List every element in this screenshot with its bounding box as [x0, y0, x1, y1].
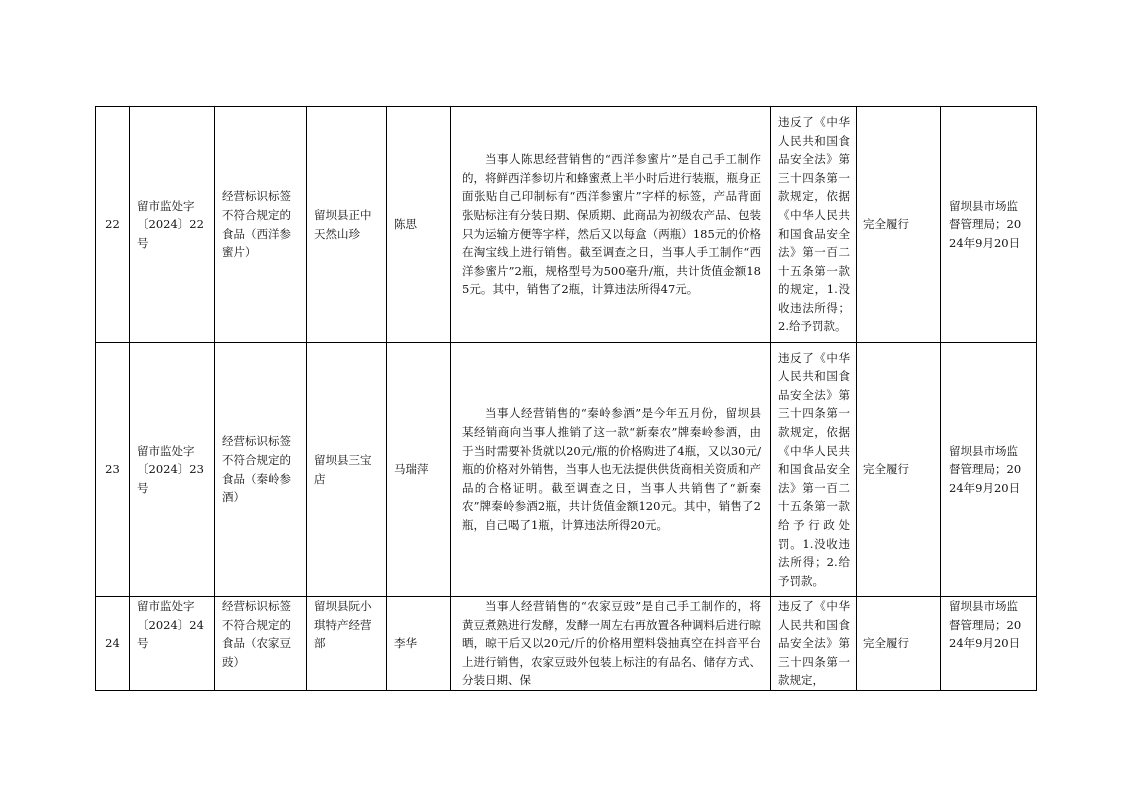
- execution-status: 完全履行: [857, 107, 941, 343]
- party-name: 留坝县正中天然山珍: [307, 107, 387, 343]
- execution-status: 完全履行: [857, 597, 941, 691]
- decision-document-number: 留市监处字〔2024〕24号: [130, 597, 215, 691]
- violation-facts: [451, 597, 771, 691]
- case-number: 24: [96, 597, 130, 691]
- penalty-basis: 违反了《中华人民共和国食品安全法》第三十四条第一款规定，依据《中华人民共和国食品安全法》第一百二十五条第一款的规定，1.没收违法所得；2.给予罚款。: [771, 107, 857, 343]
- facts-text: 当事人陈思经营销售的“西洋参蜜片”是自己手工制作的，将鲜西洋参切片和蜂蜜煮上半小时后进行装瓶，瓶身正面张贴自己印制标有“西洋参蜜片”字样的标签，产品背面张贴标注有分装日期、保质期、此商品为初级农产品、包装只为运输方便等字样，然后又以每盒（两瓶）185元的价格在淘宝线上进行销售。截至调查之日，当事人手工制作“西洋参蜜片”2瓶，规格型号为500毫升/瓶，共计货值金额185元。其中，销售了2瓶，计算违法所得47元。: [462, 152, 761, 297]
- violation-facts: [451, 343, 771, 597]
- party-name: 留坝县三宝店: [307, 343, 387, 597]
- table-row: [96, 107, 1037, 343]
- table-row: [96, 343, 1037, 597]
- case-number: 22: [96, 107, 130, 343]
- facts-text: 当事人经营销售的“秦岭参酒”是今年五月份，留坝县某经销商向当事人推销了这一款“新秦农”牌秦岭参酒，由于当时需要补货就以20元/瓶的价格购进了4瓶，又以30元/瓶的价格对外销售，当事人也无法提供供货商相关资质和产品的合格证明。截至调查之日，当事人共销售了“新秦农”牌秦岭参酒2瓶，共计货值金额120元。其中，销售了2瓶，自己喝了1瓶，计算违法所得20元。: [462, 406, 761, 532]
- person-name: 陈思: [387, 107, 451, 343]
- execution-status: 完全履行: [857, 343, 941, 597]
- violation-type: 经营标识标签不符合规定的食品（农家豆豉）: [215, 597, 307, 691]
- party-name: 留坝县阮小琪特产经营部: [307, 597, 387, 691]
- authority-and-date: 留坝县市场监督管理局；2024年9月20日: [941, 107, 1037, 343]
- person-name: 马瑞萍: [387, 343, 451, 597]
- case-number: 23: [96, 343, 130, 597]
- facts-text: 当事人经营销售的“农家豆豉”是自己手工制作的，将黄豆煮熟进行发酵，发酵一周左右再放置各种调料后进行晾晒，晾干后又以20元/斤的价格用塑料袋抽真空在抖音平台上进行销售，农家豆豉外包装上标注的有品名、储存方式、分装日期、保: [462, 599, 761, 688]
- violation-facts: [451, 107, 771, 343]
- violation-type: 经营标识标签不符合规定的食品（西洋参蜜片）: [215, 107, 307, 343]
- penalty-basis: 违反了《中华人民共和国食品安全法》第三十四条第一款规定，依据《中华人民共和国食品安全法》第一百二十五条第一款给予行政处罚。1.没收违法所得；2.给予罚款。: [771, 343, 857, 597]
- violation-type: 经营标识标签不符合规定的食品（秦岭参酒）: [215, 343, 307, 597]
- authority-and-date: 留坝县市场监督管理局；2024年9月20日: [941, 597, 1037, 691]
- person-name: 李华: [387, 597, 451, 691]
- decision-document-number: 留市监处字〔2024〕23号: [130, 343, 215, 597]
- penalty-table: [95, 106, 1037, 691]
- table-row: [96, 597, 1037, 691]
- authority-and-date: 留坝县市场监督管理局；2024年9月20日: [941, 343, 1037, 597]
- decision-document-number: 留市监处字〔2024〕22号: [130, 107, 215, 343]
- penalty-basis: 违反了《中华人民共和国食品安全法》第三十四条第一款规定，: [771, 597, 857, 691]
